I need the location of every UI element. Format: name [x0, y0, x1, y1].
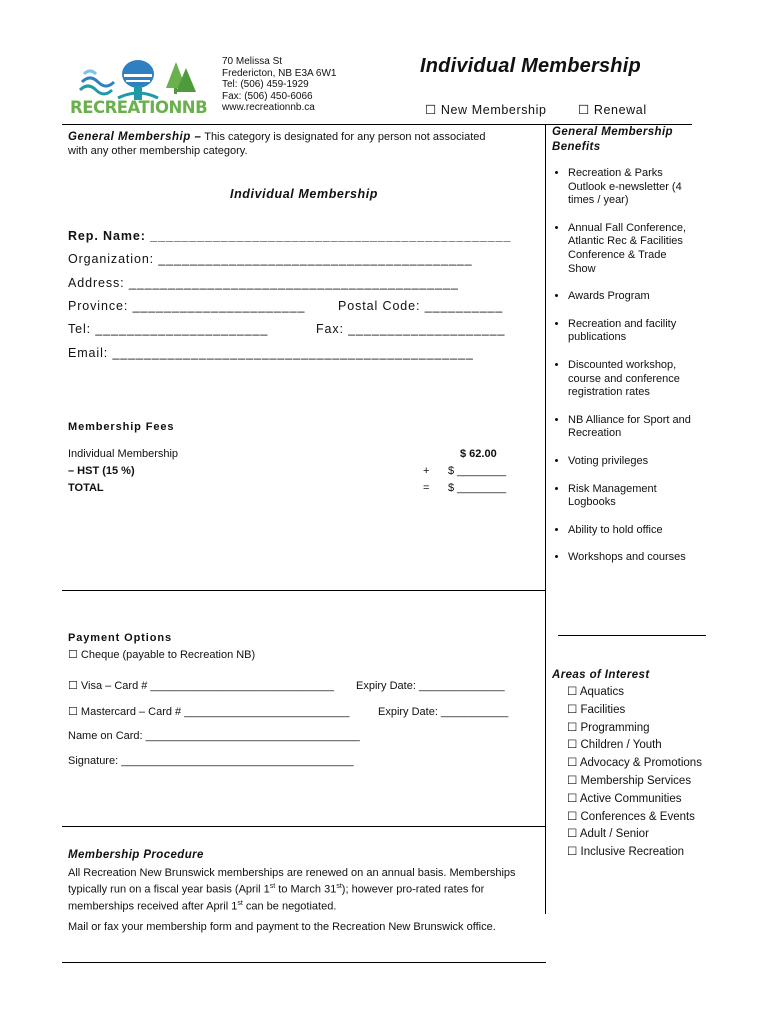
- areas-heading: Areas of Interest: [552, 669, 650, 681]
- address-city: Fredericton, NB E3A 6W1: [222, 67, 337, 79]
- fees-heading: Membership Fees: [68, 421, 175, 433]
- organization-field[interactable]: Organization: ________________________________________: [68, 252, 473, 266]
- benefits-heading-line1: General Membership: [552, 126, 673, 138]
- rep-name-field[interactable]: Rep. Name: ______________________________________________: [68, 229, 512, 243]
- fax-field[interactable]: Fax: ____________________: [316, 322, 506, 336]
- procedure-divider: [62, 826, 546, 827]
- tel-field[interactable]: Tel: ______________________: [68, 322, 269, 336]
- general-membership-intro: [68, 130, 538, 158]
- benefit-item: • Ability to hold office: [568, 524, 694, 538]
- logo-text: [70, 98, 207, 117]
- superscript: st: [269, 883, 276, 890]
- renewal-checkbox[interactable]: ☐ Renewal: [578, 103, 647, 117]
- procedure-line-2a: typically run on a fiscal year basis (April 1: [68, 883, 270, 896]
- fee-row-membership-amount: $ 62.00: [460, 448, 497, 460]
- name-on-card-field[interactable]: Name on Card: ___________________________________: [68, 730, 360, 742]
- area-checkbox[interactable]: ☐ Aquatics: [567, 686, 624, 698]
- area-checkbox[interactable]: ☐ Active Communities: [567, 792, 682, 805]
- benefit-item: • Voting privileges: [568, 455, 694, 469]
- fee-row-total-amount[interactable]: $ ________: [448, 482, 507, 494]
- form-subheading: Individual Membership: [230, 187, 379, 201]
- payment-heading: Payment Options: [68, 632, 172, 644]
- procedure-line-2b: to March 31: [275, 883, 337, 896]
- general-text-1: This category is designated for any person not associated: [204, 131, 486, 143]
- postal-code-field[interactable]: Postal Code: __________: [338, 299, 504, 313]
- new-membership-checkbox[interactable]: ☐ New Membership: [425, 103, 547, 117]
- footer-divider: [62, 962, 546, 963]
- area-checkbox[interactable]: ☐ Conferences & Events: [567, 810, 695, 823]
- cheque-option[interactable]: ☐ Cheque (payable to Recreation NB): [68, 649, 256, 661]
- procedure-line-3b: can be negotiated.: [242, 900, 337, 913]
- benefit-item: • Annual Fall Conference, Atlantic Rec & Facilities Conference & Trade Show: [568, 222, 694, 276]
- benefits-list: [552, 167, 694, 579]
- payment-divider: [62, 590, 546, 591]
- benefit-item: • Discounted workshop, course and conference registration rates: [568, 359, 694, 400]
- page-title: Individual Membership: [420, 55, 641, 77]
- procedure-line-2: [68, 880, 540, 897]
- area-checkbox[interactable]: ☐ Adult / Senior: [567, 828, 649, 841]
- mastercard-option[interactable]: ☐ Mastercard – Card # ___________________________: [68, 706, 350, 718]
- procedure-line-2c: ); however pro-rated rates for: [341, 883, 485, 896]
- visa-expiry-field[interactable]: Expiry Date: ______________: [356, 680, 505, 692]
- benefit-item: • NB Alliance for Sport and Recreation: [568, 414, 694, 441]
- visa-option[interactable]: ☐ Visa – Card # ______________________________: [68, 680, 334, 692]
- area-checkbox[interactable]: ☐ Programming: [567, 721, 650, 734]
- contact-address: [222, 56, 337, 114]
- fee-row-membership-label: Individual Membership: [68, 448, 179, 460]
- email-field[interactable]: Email: ______________________________________________: [68, 346, 474, 360]
- fee-row-hst-amount[interactable]: $ ________: [448, 465, 507, 477]
- benefits-heading-line2: Benefits: [552, 140, 601, 153]
- area-checkbox[interactable]: ☐ Inclusive Recreation: [567, 846, 685, 859]
- benefit-item: • Recreation & Parks Outlook e-newsletter (4 times / year): [568, 167, 694, 208]
- procedure-text: [68, 866, 540, 934]
- area-checkbox[interactable]: ☐ Advocacy & Promotions: [567, 757, 702, 770]
- superscript: st: [336, 883, 342, 890]
- procedure-heading: Membership Procedure: [68, 849, 204, 861]
- column-divider: [545, 124, 546, 914]
- fee-row-hst-label: – HST (15 %): [68, 465, 135, 477]
- address-tel: Tel: (506) 459-1929: [222, 79, 309, 90]
- logo-wordmark: RECREATIONNB: [70, 98, 208, 117]
- superscript: st: [237, 899, 243, 907]
- general-text-2: with any other membership category.: [68, 145, 248, 157]
- area-checkbox[interactable]: ☐ Membership Services: [567, 774, 692, 787]
- fee-row-total-label: TOTAL: [68, 482, 104, 494]
- benefit-item: • Risk Management Logbooks: [568, 483, 694, 510]
- address-street: 70 Melissa St: [222, 56, 283, 67]
- procedure-line-3: [68, 897, 540, 914]
- address-fax: Fax: (506) 450-6066: [222, 90, 313, 102]
- recreation-nb-logo: [68, 52, 208, 124]
- address-field[interactable]: Address: __________________________________________: [68, 276, 459, 290]
- signature-field[interactable]: Signature: ______________________________________: [68, 755, 354, 767]
- areas-list: [567, 684, 702, 862]
- benefit-item: • Recreation and facility publications: [568, 318, 694, 345]
- area-checkbox[interactable]: ☐ Facilities: [567, 703, 626, 716]
- benefit-item: • Awards Program: [568, 290, 694, 304]
- area-checkbox[interactable]: ☐ Children / Youth: [567, 739, 662, 752]
- fee-row-hst-op: +: [423, 465, 430, 477]
- benefit-item: • Workshops and courses: [568, 551, 694, 565]
- procedure-line-4: Mail or fax your membership form and payment to the Recreation New Brunswick office.: [68, 921, 496, 934]
- procedure-line-1: All Recreation New Brunswick memberships are renewed on an annual basis. Memberships: [68, 867, 516, 879]
- general-heading: General Membership –: [68, 131, 202, 143]
- mastercard-expiry-field[interactable]: Expiry Date: ___________: [378, 706, 509, 718]
- benefits-divider: [558, 635, 706, 636]
- address-website[interactable]: www.recreationnb.ca: [222, 102, 315, 113]
- province-field[interactable]: Province: ______________________: [68, 299, 306, 313]
- procedure-line-3a: memberships received after April 1: [68, 900, 238, 913]
- fee-row-total-op: =: [423, 482, 430, 494]
- benefits-heading: [552, 125, 673, 154]
